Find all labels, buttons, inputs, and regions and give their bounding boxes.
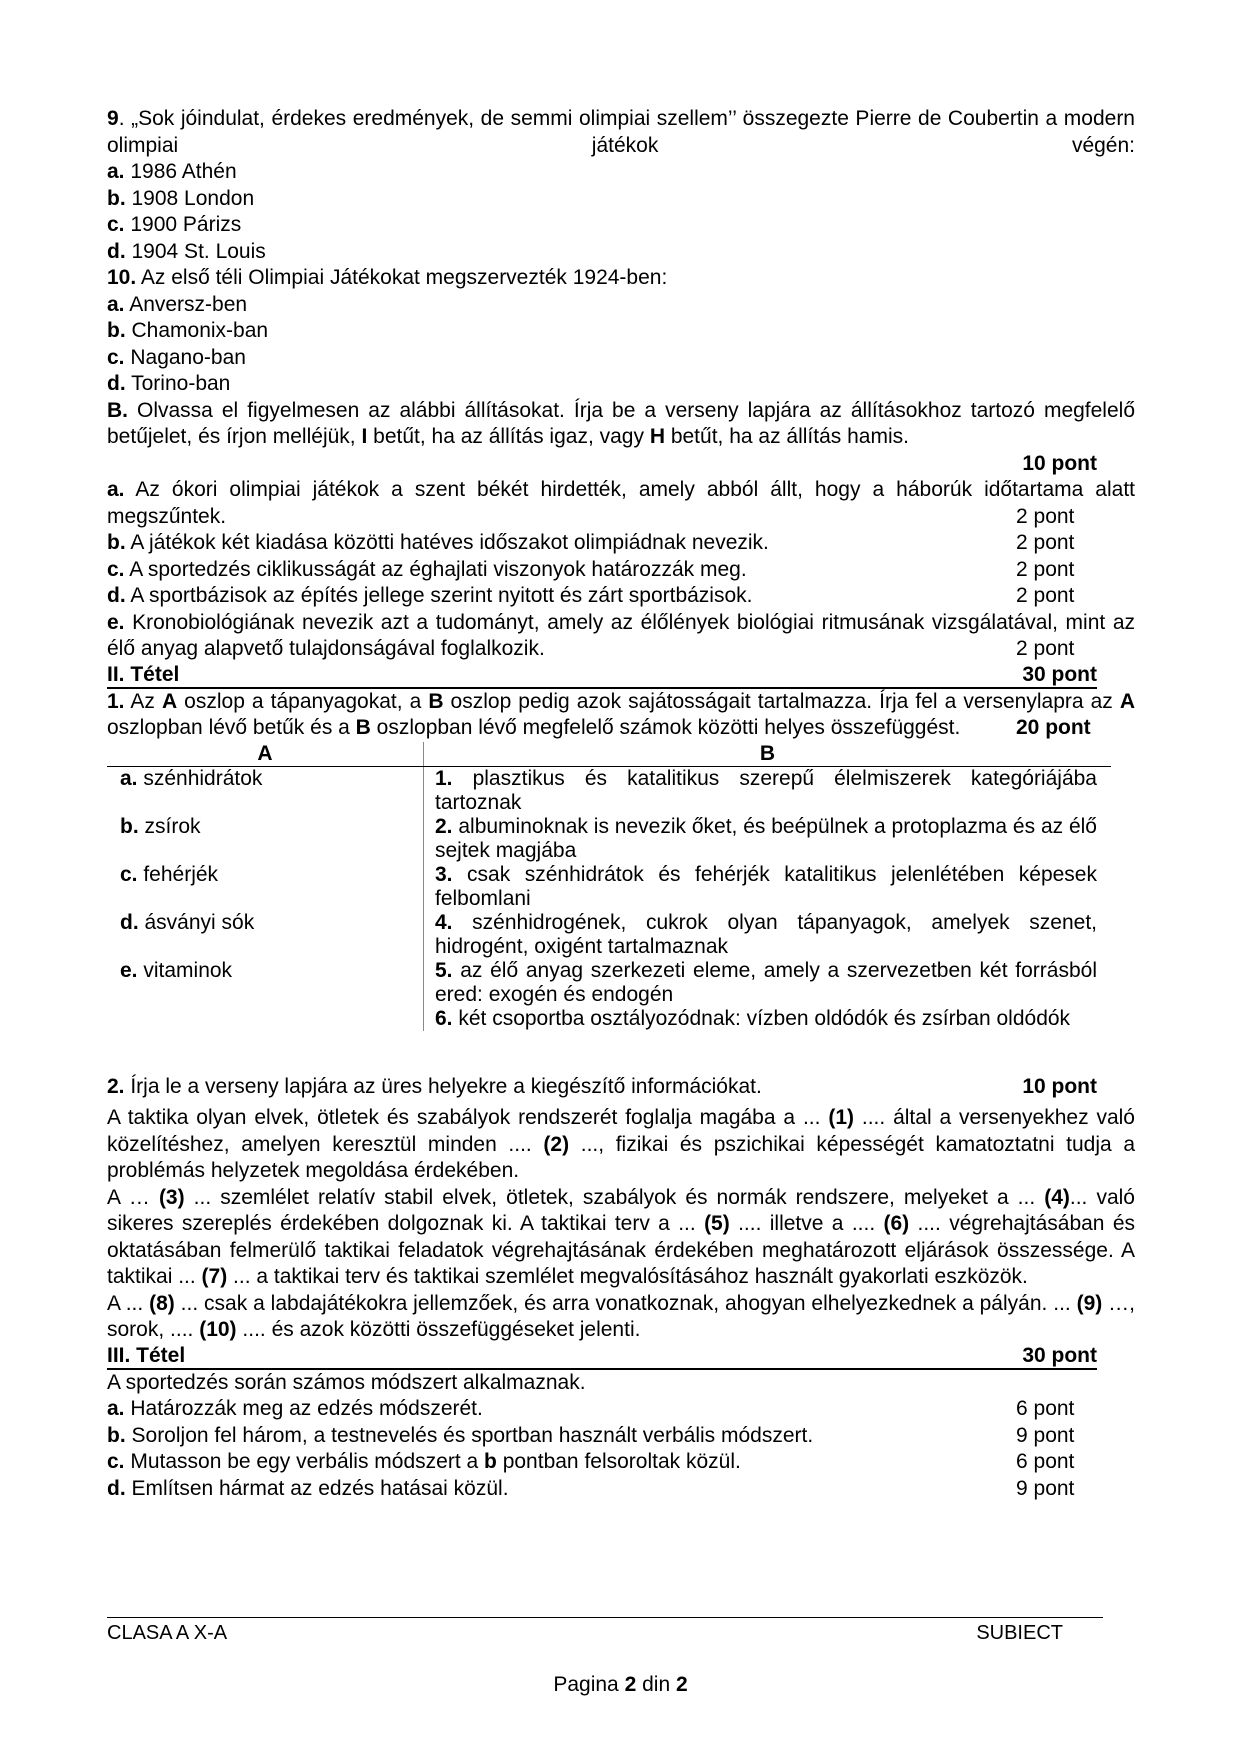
- table-row: [107, 911, 1111, 959]
- property-cell: 1. plasztikus és katalitikus szerepű élelmiszerek kategóriájába tartoznak: [435, 766, 1097, 814]
- property-cell: 2. albuminoknak is nevezik őket, és beépülnek a protoplazma és az élő sejtek magjába: [435, 814, 1097, 862]
- q10-option: d. Torino-ban: [107, 372, 231, 395]
- property-cell: 6. két csoportba osztályozódnak: vízben oldódók és zsírban oldódók: [435, 1006, 1071, 1030]
- task-item: a. Határozzák meg az edzés módszerét. 6 pont: [107, 1397, 1075, 1420]
- nutrient-cell: d. ásványi sók: [107, 911, 424, 959]
- table-row: [107, 959, 1111, 1007]
- fill-in-paragraph-1: A taktika olyan elvek, ötletek és szabályok rendszerét foglalja magába a ... (1) .... által a versenyekhez való közelítéshez, amelyen keresztül minden .... (2) ..., fizikai és pszichikai képességét kamatoztatni tudja a problémás helyzetek megoldása érdekében.: [107, 1106, 1136, 1182]
- task-item: b. Soroljon fel három, a testnevelés és sportban használt verbális módszert. 9 pont: [107, 1423, 1075, 1447]
- footer: [107, 1617, 1103, 1645]
- table-row: [107, 766, 1111, 815]
- column-a-header: A: [107, 742, 424, 767]
- table-row: [107, 863, 1111, 911]
- q9-option: a. 1986 Athén: [107, 160, 237, 183]
- fill-in-paragraph-2: A … (3) ... szemlélet relatív stabil elvek, ötletek, szabályok és normák rendszere, melyeket a ... (4)... való sikeres szereplés érdekében dolgoznak ki. A taktikai terv a ... (5) .... illetve a .... (6) .... végrehajtásában és oktatásában felmerülő taktikai feladatok végrehajtásának érdekében meghatározott eljárások összessége. A taktikai ... (7) ... a taktikai terv és taktikai szemlélet megvalósításához használt gyakorlati eszközök.: [107, 1185, 1136, 1288]
- part-b-points: 10 pont: [1022, 451, 1097, 475]
- statement-item: b. A játékok két kiadása közötti hatéves időszakot olimpiádnak nevezik. 2 pont: [107, 531, 1075, 554]
- q10-option: a. Anversz-ben: [107, 292, 248, 316]
- statement-item: e. Kronobiológiának nevezik azt a tudományt, amely az élőlények biológiai ritmusának vizsgálatával, mint az élő anyag alapvető tulajdonságával foglalkozik. 2 pont: [107, 610, 1135, 660]
- section-3-intro: A sportedzés során számos módszert alkalmaznak.: [107, 1370, 586, 1394]
- s2-q1-points: 20 pont: [1016, 716, 1091, 739]
- property-cell: 3. csak szénhidrátok és fehérjék katalitikus jelenlétében képesek felbomlani: [435, 862, 1097, 910]
- footer-subject: SUBIECT: [976, 1622, 1063, 1644]
- column-b-header: B: [424, 742, 1112, 767]
- statement-item: d. A sportbázisok az építés jellege szerint nyitott és zárt sportbázisok. 2 pont: [107, 584, 1075, 607]
- q9-option: b. 1908 London: [107, 186, 255, 210]
- footer-class: CLASA A X-A: [107, 1622, 228, 1644]
- q10-question: 10. Az első téli Olimpiai Játékokat megszervezték 1924-ben:: [107, 266, 668, 289]
- table-row: [107, 815, 1111, 863]
- page-number: Pagina 2 din 2: [553, 1673, 688, 1696]
- nutrient-cell: e. vitaminok: [107, 959, 424, 1007]
- task-item: d. Említsen hármat az edzés hatásai közül. 9 pont: [107, 1476, 1075, 1500]
- s2-q2-instructions: 2. Írja le a verseny lapjára az üres helyekre a kiegészítő információkat. 10 pont: [107, 1074, 1097, 1098]
- table-row: [107, 1007, 1111, 1031]
- property-cell: 5. az élő anyag szerkezeti eleme, amely a szervezetben két forrásból ered: exogén és endogén: [435, 958, 1097, 1006]
- section-3-heading: III. Tétel 30 pont: [107, 1344, 1097, 1370]
- document-page: [107, 106, 1135, 1502]
- nutrient-cell: c. fehérjék: [107, 863, 424, 911]
- s2-q1-instructions: 1. Az A oszlop a tápanyagokat, a B oszlop pedig azok sajátosságait tartalmazza. Írja fel a versenylapra az A oszlopban lévő betűk és a B oszlopban lévő megfelelő számok közötti helyes összefüggést.: [107, 689, 1135, 739]
- q9-question: 9. „Sok jóindulat, érdekes eredmények, de semmi olimpiai szellem’’ összegezte Pierre de Coubertin a modern olimpiai játékok végén:: [107, 107, 1135, 157]
- task-item: c. Mutasson be egy verbális módszert a b pontban felsoroltak közül. 6 pont: [107, 1450, 1075, 1473]
- nutrient-cell: b. zsírok: [107, 815, 424, 863]
- nutrient-cell: a. szénhidrátok: [107, 766, 424, 815]
- fill-in-paragraph-3: A ... (8) ... csak a labdajátékokra jellemzőek, és arra vonatkoznak, ahogyan elhelyezkednek a pályán. ... (9) …, sorok, .... (10) .... és azok közötti összefüggéseket jelenti.: [107, 1291, 1136, 1341]
- q10-option: c. Nagano-ban: [107, 345, 246, 369]
- q9-option: d. 1904 St. Louis: [107, 239, 266, 263]
- q9-option: c. 1900 Párizs: [107, 213, 242, 236]
- statement-item: a. Az ókori olimpiai játékok a szent békét hirdették, amely abból állt, hogy a háborúk időtartama alatt megszűntek. 2 pont: [107, 478, 1135, 528]
- statement-item: c. A sportedzés ciklikusságát az éghajlati viszonyok határozzák meg. 2 pont: [107, 557, 1075, 581]
- property-cell: 4. szénhidrogének, cukrok olyan tápanyagok, amelyek szenet, hidrogént, oxigént tartalmaznak: [435, 910, 1097, 958]
- matching-table: [107, 742, 1111, 1031]
- part-b-instructions: B. Olvassa el figyelmesen az alábbi állításokat. Írja be a verseny lapjára az állításokhoz tartozó megfelelő betűjelet, és írjon melléjük, I betűt, ha az állítás igaz, vagy H betűt, ha az állítás hamis.: [107, 398, 1135, 448]
- section-2-heading: II. Tétel 30 pont: [107, 663, 1097, 689]
- nutrient-cell: [107, 1007, 424, 1031]
- q10-option: b. Chamonix-ban: [107, 319, 269, 342]
